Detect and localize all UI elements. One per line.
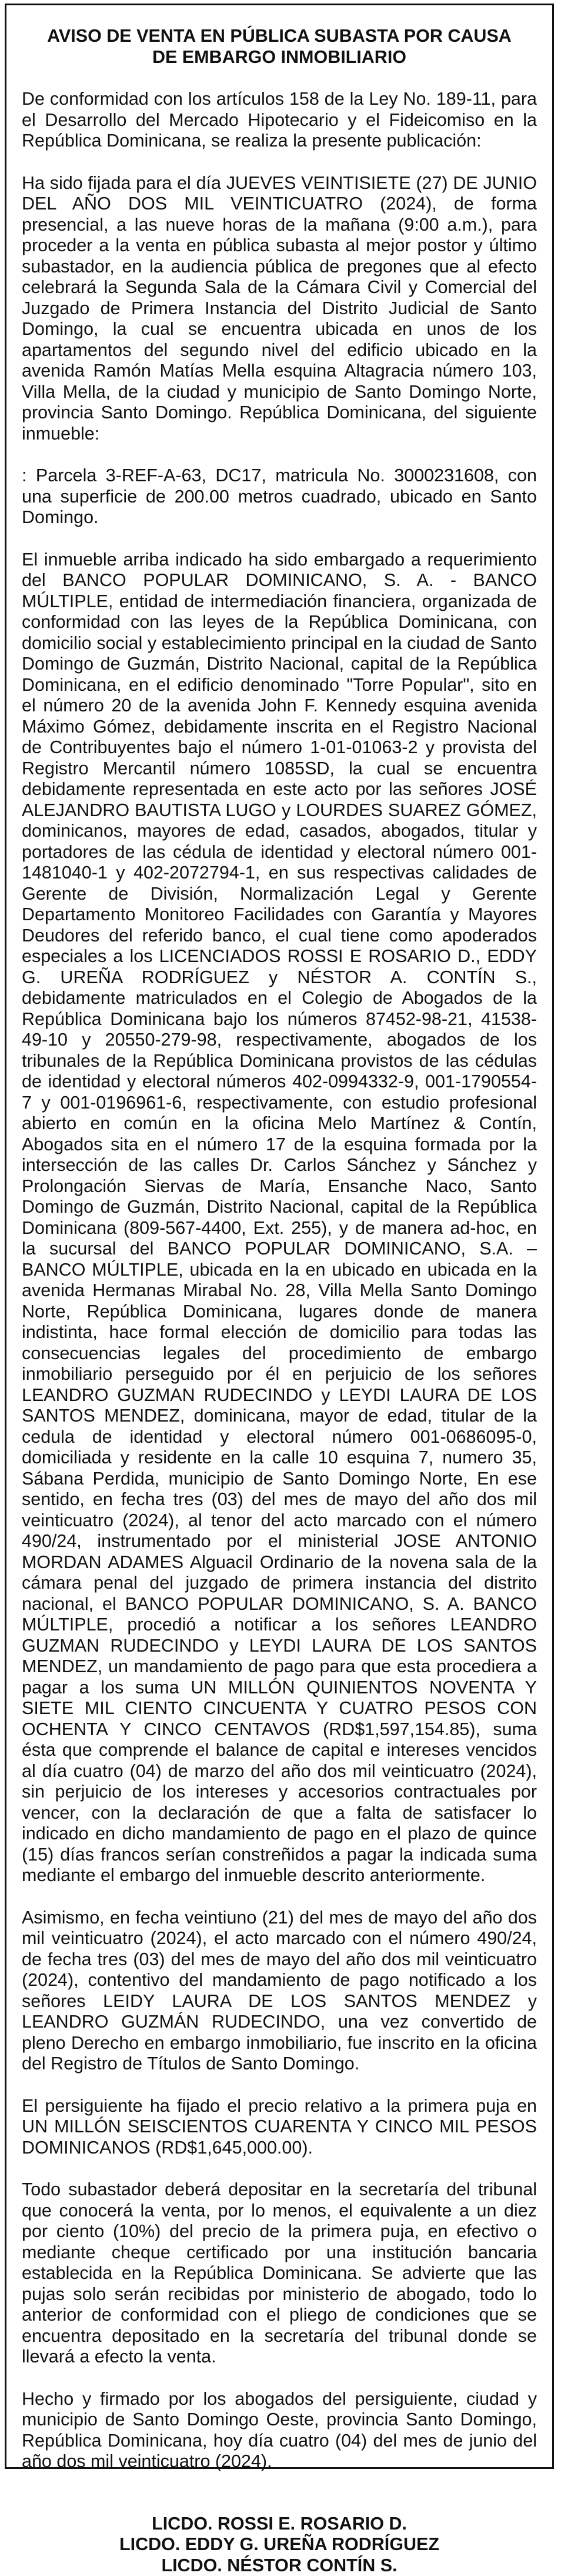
- paragraph-deposit-conditions: Todo subastador deberá depositar en la secretaría del tribunal que conocerá la venta, por lo menos, el equivalente a un diez por ciento (10%) del precio de la primera puja, en efectivo o mediante cheque certificado por una institución bancaria establecida en la República Dominicana. Se advierte que las pujas solo serán recibidas por ministerio de abogado, todo lo anterior de conformidad con el pliego de condiciones que se encuentra depositado en la secretaría del tribunal donde se llevará a efecto la venta.: [22, 2179, 537, 2368]
- notice-page: [5, 4, 554, 2469]
- paragraph-signed-date: Hecho y firmado por los abogados del persiguiente, ciudad y municipio de Santo Domingo Oeste, provincia Santo Domingo, República Dominicana, hoy día cuatro (04) del mes de junio del año dos mil veinticuatro (2024).: [22, 2389, 537, 2472]
- notice-content: [22, 26, 537, 2576]
- notice-title-line1: AVISO DE VENTA EN PÚBLICA SUBASTA POR CAUSA: [22, 26, 537, 47]
- paragraph-legal-basis: De conformidad con los artículos 158 de la Ley No. 189-11, para el Desarrollo del Mercado Hipotecario y el Fideicomiso en la República Dominicana, se realiza la presente publicación:: [22, 89, 537, 152]
- notice-title: [22, 26, 537, 68]
- paragraph-registration: Asimismo, en fecha veintiuno (21) del mes de mayo del año dos mil veinticuatro (2024), el acto marcado con el número 490/24, de fecha tres (03) del mes de mayo del año dos mil veinticuatro (2024), contentivo del mandamiento de pago notificado a los señores LEIDY LAURA DE LOS SANTOS MENDEZ y LEANDRO GUZMÁN RUDECINDO, una vez convertido de pleno Derecho en embargo inmobiliario, fue inscrito en la oficina del Registro de Títulos de Santo Domingo.: [22, 1908, 537, 2075]
- signature-block: [22, 2514, 537, 2576]
- paragraph-auction-date: Ha sido fijada para el día JUEVES VEINTISIETE (27) DE JUNIO DEL AÑO DOS MIL VEINTICUATRO (2024), de forma presencial, a las nueve horas de la mañana (9:00 a.m.), para proceder a la venta en pública subasta al mejor postor y último subastador, en la audiencia pública de pregones que al efecto celebrará la Segunda Sala de la Cámara Civil y Comercial del Juzgado de Primera Instancia del Distrito Judicial de Santo Domingo, la cual se encuentra ubicada en unos de los apartamentos del segundo nivel del edificio ubicado en la avenida Ramón Matías Mella esquina Altagracia número 103, Villa Mella, de la ciudad y municipio de Santo Domingo Norte, provincia Santo Domingo. República Dominicana, del siguiente inmueble:: [22, 173, 537, 445]
- notice-title-line2: DE EMBARGO INMOBILIARIO: [22, 47, 537, 68]
- paragraph-starting-price: El persiguiente ha fijado el precio relativo a la primera puja en UN MILLÓN SEISCIENTOS CUARENTA Y CINCO MIL PESOS DOMINICANOS (RD$1,645,000.00).: [22, 2096, 537, 2159]
- signature-line: LICDO. EDDY G. UREÑA RODRÍGUEZ: [22, 2534, 537, 2555]
- signature-line: LICDO. ROSSI E. ROSARIO D.: [22, 2514, 537, 2535]
- paragraph-seizure-details: El inmueble arriba indicado ha sido embargado a requerimiento del BANCO POPULAR DOMINICANO, S. A. - BANCO MÚLTIPLE, entidad de intermediación financiera, organizada de conformidad con las leyes de la República Dominicana, con domicilio social y establecimiento principal en la ciudad de Santo Domingo de Guzmán, Distrito Nacional, capital de la República Dominicana, en el edificio denominado "Torre Popular", sito en el número 20 de la avenida John F. Kennedy esquina avenida Máximo Gómez, debidamente inscrita en el Registro Nacional de Contribuyentes bajo el número 1-01-01063-2 y provista del Registro Mercantil número 1085SD, la cual se encuentra debidamente representada en este acto por las señores JOSÉ ALEJANDRO BAUTISTA LUGO y LOURDES SUAREZ GÓMEZ, dominicanos, mayores de edad, casados, abogados, titular y portadores de las cédula de identidad y electoral número 001-1481040-1 y 402-2072794-1, en sus respectivas calidades de Gerente de División, Normalización Legal y Gerente Departamento Monitoreo Facilidades con Garantía y Mayores Deudores del referido banco, el cual tiene como apoderados especiales a los LICENCIADOS ROSSI E ROSARIO D., EDDY G. UREÑA RODRÍGUEZ y NÉSTOR A. CONTÍN S., debidamente matriculados en el Colegio de Abogados de la República Dominicana bajo los números 87452-98-21, 41538-49-10 y 20550-279-98, respectivamente, abogados de los tribunales de la República Dominicana provistos de las cédulas de identidad y electoral números 402-0994332-9, 001-1790554-7 y 001-0196961-6, respectivamente, con estudio profesional abierto en común en la oficina Melo Martínez & Contín, Abogados sita en el número 17 de la esquina formada por la intersección de las calles Dr. Carlos Sánchez y Sánchez y Prolongación Siervas de María, Ensanche Naco, Santo Domingo de Guzmán, Distrito Nacional, capital de la República Dominicana (809-567-4400, Ext. 255), y de manera ad-hoc, en la sucursal del BANCO POPULAR DOMINICANO, S.A. – BANCO MÚLTIPLE, ubicada en la en ubicado en ubicada en la avenida Hermanas Mirabal No. 28, Villa Mella Santo Domingo Norte, República Dominicana, lugares donde de manera indistinta, hace formal elección de domicilio para todas las consecuencias legales del procedimiento de embargo inmobiliario perseguido por él en perjuicio de los señores LEANDRO GUZMAN RUDECINDO y LEYDI LAURA DE LOS SANTOS MENDEZ, dominicana, mayor de edad, titular de la cedula de identidad y electoral número 001-0686095-0, domiciliada y residente en la calle 10 esquina 7, numero 35, Sábana Perdida, municipio de Santo Domingo Norte, En ese sentido, en fecha tres (03) del mes de mayo del año dos mil veinticuatro (2024), al tenor del acto marcado con el número 490/24, instrumentado por el ministerial JOSE ANTONIO MORDAN ADAMES Alguacil Ordinario de la novena sala de la cámara penal del juzgado de primera instancia del distrito nacional, el BANCO POPULAR DOMINICANO, S. A. BANCO MÚLTIPLE, procedió a notificar a los señores LEANDRO GUZMAN RUDECINDO y LEYDI LAURA DE LOS SANTOS MENDEZ, un mandamiento de pago para que esta procediera a pagar a los suma UN MILLÓN QUINIENTOS NOVENTA Y SIETE MIL CIENTO CINCUENTA Y CUATRO PESOS CON OCHENTA Y CINCO CENTAVOS (RD$1,597,154.85), suma ésta que comprende el balance de capital e intereses vencidos al día cuatro (04) de marzo del año dos mil veinticuatro (2024), sin perjuicio de los intereses y accesorios contractuales por vencer, con la declaración de que a falta de satisfacer lo indicado en dicho mandamiento de pago en el plazo de quince (15) días francos serían constreñidos a pagar la indicada suma mediante el embargo del inmueble descrito anteriormente.: [22, 550, 537, 1886]
- paragraph-property-description: : Parcela 3-REF-A-63, DC17, matricula No. 3000231608, con una superficie de 200.00 metros cuadrado, ubicado en Santo Domingo.: [22, 465, 537, 528]
- signature-line: LICDO. NÉSTOR CONTÍN S.: [22, 2555, 537, 2576]
